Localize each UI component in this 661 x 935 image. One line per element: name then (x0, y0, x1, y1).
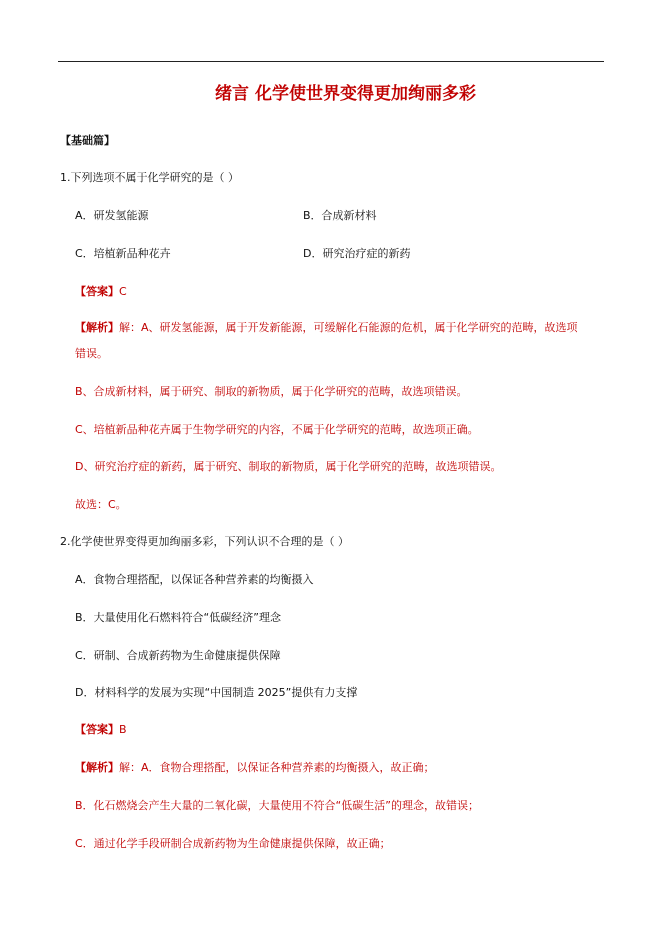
q2-option-a: A．食物合理搭配，以保证各种营养素的均衡摄入 (75, 573, 314, 586)
q1-analysis-line1 (75, 321, 578, 335)
q1-option-c: C．培植新品种花卉 (75, 247, 171, 260)
answer-value: C (119, 285, 127, 298)
q1-choose: 故选：C。 (75, 498, 127, 511)
q2-option-c: C．研制、合成新药物为生命健康提供保障 (75, 649, 281, 662)
q1-analysis-line1b: 错误。 (75, 347, 108, 360)
q1-analysis-d: D、研究治疗症的新药，属于研究、制取的新物质，属于化学研究的范畴，故选项错误。 (75, 460, 502, 473)
q1-option-d: D．研究治疗症的新药 (303, 247, 411, 260)
analysis-label: 【解析】 (75, 761, 119, 774)
page-title: 绪言 化学使世界变得更加绚丽多彩 (215, 84, 476, 104)
q2-analysis-b: B．化石燃烧会产生大量的二氧化碳，大量使用不符合“低碳生活”的理念，故错误； (75, 799, 479, 812)
answer-label: 【答案】 (75, 723, 119, 736)
q2-option-d: D．材料科学的发展为实现“中国制造 2025”提供有力支撑 (75, 686, 358, 699)
analysis-label: 【解析】 (75, 321, 119, 334)
q2-analysis-c: C．通过化学手段研制合成新药物为生命健康提供保障，故正确； (75, 837, 391, 850)
q2-answer (75, 723, 127, 737)
q1-option-a: A．研发氢能源 (75, 209, 149, 222)
analysis-text: 解：A、研发氢能源，属于开发新能源，可缓解化石能源的危机，属于化学研究的范畴，故选项 (119, 321, 578, 334)
answer-label: 【答案】 (75, 285, 119, 298)
q1-stem: 1.下列选项不属于化学研究的是（ ） (60, 171, 239, 184)
section-heading: 【基础篇】 (60, 134, 115, 147)
q2-analysis-a (75, 761, 435, 775)
analysis-text: 解：A．食物合理搭配，以保证各种营养素的均衡摄入，故正确； (119, 761, 435, 774)
q1-option-b: B．合成新材料 (303, 209, 377, 222)
q2-stem: 2.化学使世界变得更加绚丽多彩，下列认识不合理的是（ ） (60, 535, 349, 548)
header-rule (58, 61, 604, 62)
q1-analysis-b: B、合成新材料，属于研究、制取的新物质，属于化学研究的范畴，故选项错误。 (75, 385, 468, 398)
q1-analysis-c: C、培植新品种花卉属于生物学研究的内容，不属于化学研究的范畴，故选项正确。 (75, 423, 479, 436)
q1-answer (75, 285, 127, 299)
q2-option-b: B．大量使用化石燃料符合“低碳经济”理念 (75, 611, 281, 624)
answer-value: B (119, 723, 127, 736)
